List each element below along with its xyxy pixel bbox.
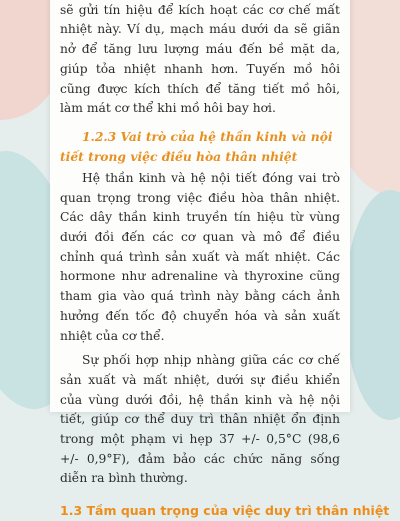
- section-heading-1-2-3: 1.2.3 Vai trò của hệ thần kinh và nội tiết trong việc điều hòa thân nhiệt: [60, 128, 333, 164]
- background-shape-teal-right: [345, 190, 400, 420]
- paragraph-heat-loss: sẽ gửi tín hiệu để kích hoạt các cơ chế mất nhiệt này. Ví dụ, mạch máu dưới da sẽ giãn nở để tăng lưu lượng máu đến bề mặt da, giúp tỏa nhiệt nhanh hơn. Tuyến mồ hôi cũng được kích thích để tăng tiết mồ hôi, làm mát cơ thể khi mồ hôi bay hơi.: [60, 2, 340, 116]
- section-heading-1-3: 1.3 Tầm quan trọng của việc duy trì thân nhiệt: [60, 503, 390, 519]
- paragraph-nervous-endocrine: Hệ thần kinh và hệ nội tiết đóng vai trò quan trọng trong việc điều hòa thân nhiệt. Các dây thần kinh truyền tín hiệu từ vùng dưới đồi đến các cơ quan và mô để điều chỉnh quá trình sản xuất và mất nhiệt. Các hormone như adrenaline và thyroxine cũng tham gia vào quá trình này bằng cách ảnh hưởng đến tốc độ chuyển hóa và sản xuất nhiệt của cơ thể.: [60, 170, 340, 343]
- paragraph-coordination: Sự phối hợp nhịp nhàng giữa các cơ chế sản xuất và mất nhiệt, dưới sự điều khiển của vùng dưới đồi, hệ thần kinh và hệ nội tiết, giúp cơ thể duy trì thân nhiệt ổn định trong một phạm vi hẹp 37 +/- 0,5°C (98,6 +/- 0,9°F), đảm bảo các chức năng sống diễn ra bình thường.: [60, 353, 340, 486]
- page-content: [60, 0, 390, 521]
- document-page: [50, 0, 390, 519]
